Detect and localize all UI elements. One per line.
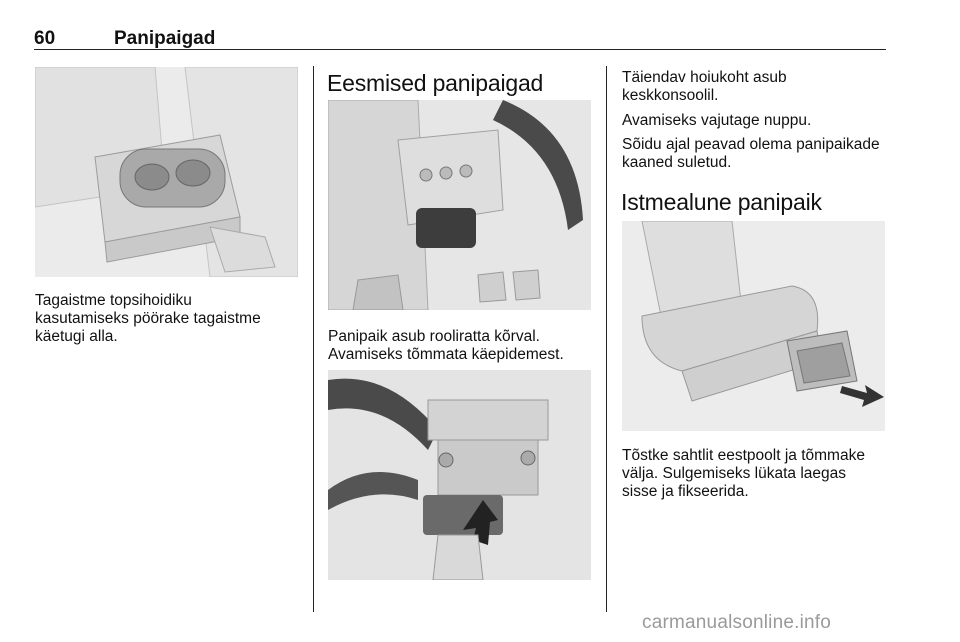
header-divider [34,49,886,50]
front-storage-heading: Eesmised panipaigad [327,70,544,96]
under-seat-caption-line-2: välja. Sulgemiseks lükata laegas [622,465,847,482]
console-storage-figure [328,370,591,580]
page-number: 60 [34,28,56,49]
console-storage-line-1: Täiendav hoiukoht asub [622,69,787,86]
driving-note-line-1: Sõidu ajal peavad olema panipaikade [622,136,880,153]
column-divider-1 [313,66,314,612]
driving-note-line-2: kaaned suletud. [622,154,732,171]
column-divider-2 [606,66,607,612]
press-button-text: Avamiseks vajutage nuppu. [622,112,812,129]
rear-cupholder-figure [35,67,298,277]
watermark: carmanualsonline.info [642,612,832,633]
console-storage-line-2: keskkonsoolil. [622,87,719,104]
under-seat-caption-line-1: Tõstke sahtlit eestpoolt ja tõmmake [622,447,865,464]
cupholder-caption-line-3: käetugi alla. [35,328,118,345]
cupholder-caption-line-2: kasutamiseks pöörake tagaistme [35,310,261,327]
page-title: Panipaigad [114,28,216,49]
front-storage-caption-line-2: Avamiseks tõmmata käepidemest. [328,346,564,363]
dashboard-storage-figure [328,100,591,310]
cupholder-caption-line-1: Tagaistme topsihoidiku [35,292,192,309]
under-seat-drawer-figure [622,221,885,431]
under-seat-storage-heading: Istmealune panipaik [621,189,822,215]
front-storage-caption-line-1: Panipaik asub rooliratta kõrval. [328,328,540,345]
page-header [34,24,886,52]
under-seat-caption-line-3: sisse ja fikseerida. [622,483,749,500]
